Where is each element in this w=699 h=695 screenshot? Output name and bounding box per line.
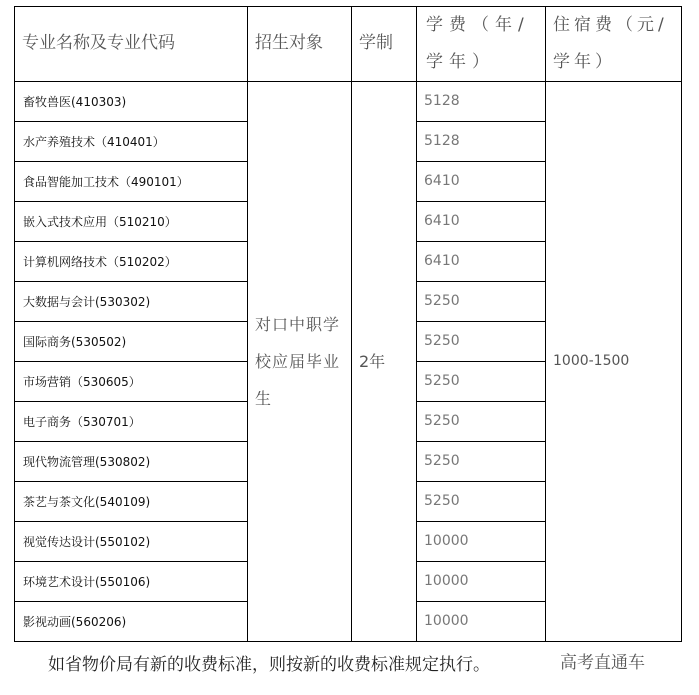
- table-row-major: 嵌入式技术应用（510210）: [23, 214, 177, 229]
- column-border: [247, 6, 248, 642]
- table-row-major: 现代物流管理(530802): [23, 454, 151, 469]
- table-row-major: 国际商务(530502): [23, 334, 127, 349]
- table-row-fee: 10000: [424, 533, 469, 549]
- table-row-fee: 10000: [424, 573, 469, 589]
- lodging-merged-cell: 1000-1500: [553, 352, 630, 369]
- column-border: [681, 6, 682, 642]
- table-row-fee: 5250: [424, 333, 460, 349]
- table-row-major: 电子商务（530701）: [23, 414, 141, 429]
- table-row-fee: 5250: [424, 413, 460, 429]
- table-row-major: 畜牧兽医(410303): [23, 94, 127, 109]
- column-border: [545, 6, 546, 642]
- table-bottom-border: [14, 641, 682, 642]
- table-row-major: 视觉传达设计(550102): [23, 534, 151, 549]
- table-row-major: 茶艺与茶文化(540109): [23, 494, 151, 509]
- table-row-major: 食品智能加工技术（490101）: [23, 174, 189, 189]
- table-row-major: 大数据与会计(530302): [23, 294, 151, 309]
- table-row-fee: 6410: [424, 173, 460, 189]
- table-row-fee: 6410: [424, 253, 460, 269]
- table-row-major: 影视动画(560206): [23, 614, 127, 629]
- table-row-major: 水产养殖技术（410401）: [23, 134, 165, 149]
- header-major: 专业名称及专业代码: [22, 33, 175, 53]
- table-row-fee: 10000: [424, 613, 469, 629]
- table-row-major: 市场营销（530605）: [23, 374, 141, 389]
- table-row-fee: 6410: [424, 213, 460, 229]
- column-border: [351, 6, 352, 642]
- footer-note: 如省物价局有新的收费标准，则按新的收费标准规定执行。: [48, 655, 490, 675]
- table-row-major: 环境艺术设计(550106): [23, 574, 151, 589]
- header-lodging: 住宿费（元/学年）: [553, 14, 668, 72]
- table-row-fee: 5128: [424, 93, 460, 109]
- table-row-fee: 5250: [424, 493, 460, 509]
- header-duration: 学制: [359, 33, 393, 53]
- table-row-fee: 5250: [424, 453, 460, 469]
- header-target: 招生对象: [255, 33, 323, 53]
- table-row-fee: 5128: [424, 133, 460, 149]
- table-row-fee: 5250: [424, 293, 460, 309]
- table-row-fee: 5250: [424, 373, 460, 389]
- watermark-brand: 高考直通车: [560, 653, 645, 673]
- table-row-major: 计算机网络技术（510202）: [23, 254, 177, 269]
- header-tuition: 学费（年/学年）: [426, 14, 530, 72]
- target-merged-cell: 对口中职学校应届毕业生: [255, 314, 341, 408]
- duration-merged-cell: 2年: [359, 351, 386, 371]
